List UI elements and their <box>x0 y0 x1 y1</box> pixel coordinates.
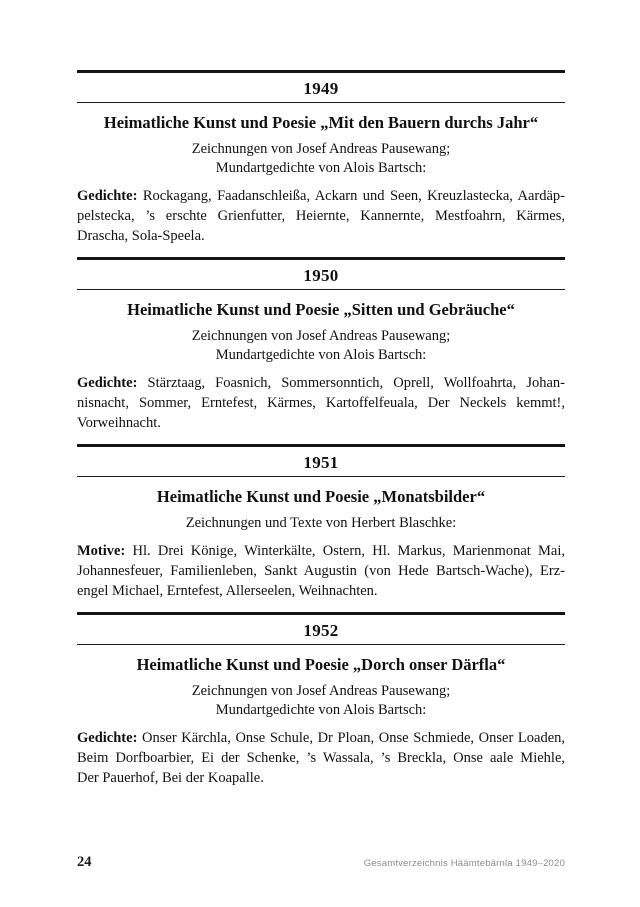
year-heading: 1949 <box>303 79 339 98</box>
page-footer <box>77 854 565 871</box>
paragraph-text: Onser Kärchla, Onse Schule, Dr Ploan, Onse Schmiede, Onser Loaden, <box>142 730 566 746</box>
paragraph-line: Beim Dorfboarbier, Ei der Schenke, ’s Wassala, ’s Breckla, Onse aale Miehle, <box>77 750 565 766</box>
year-heading: 1951 <box>303 453 339 472</box>
paragraph-lead-label: Gedichte: <box>77 375 138 391</box>
paragraph-text: Hl. Drei Könige, Winterkälte, Ostern, Hl. Markus, Marienmonat Mai, <box>132 543 565 559</box>
paragraph-line: pelstecka, ’s erschte Grienfutter, Heiernte, Kannernte, Mestfoahrn, Kärmes, <box>77 208 565 224</box>
paragraph-text: Rockagang, Faadanschleißa, Ackarn und Seen, Kreuzlastecka, Aardäp- <box>142 188 566 204</box>
divider-thick <box>77 444 565 447</box>
paragraph-line <box>77 186 565 206</box>
section-1951 <box>77 444 565 601</box>
poem-list <box>77 373 565 433</box>
paragraph-line: Der Pauerhof, Bei der Koapalle. <box>77 770 264 786</box>
divider-thin <box>77 476 565 477</box>
paragraph-line <box>77 373 565 393</box>
divider-thick <box>77 612 565 615</box>
subtitle-line: Zeichnungen von Josef Andreas Pausewang; <box>191 328 451 344</box>
section-1949 <box>77 70 565 246</box>
paragraph-line <box>77 728 565 748</box>
divider-thick <box>77 70 565 73</box>
divider-thin <box>77 644 565 645</box>
page-content <box>77 0 565 799</box>
section-title: Heimatliche Kunst und Poesie „Mit den Bauern durchs Jahr“ <box>103 113 539 132</box>
poem-list <box>77 541 565 601</box>
section-1950 <box>77 257 565 433</box>
footer-title: Gesamtverzeichnis Häämtebärnla 1949–2020 <box>363 858 565 869</box>
paragraph-lead-label: Motive: <box>77 543 126 559</box>
poem-list <box>77 728 565 788</box>
year-heading: 1952 <box>303 621 339 640</box>
subtitle-line: Zeichnungen von Josef Andreas Pausewang; <box>191 683 451 699</box>
subtitle-line: Mundartgedichte von Alois Bartsch: <box>215 347 427 363</box>
paragraph-text: Stärztaag, Foasnich, Sommersonntich, Oprell, Wollfoahrta, Johan- <box>147 375 565 391</box>
subtitle-line: Zeichnungen von Josef Andreas Pausewang; <box>191 141 451 157</box>
paragraph-lead-label: Gedichte: <box>77 188 138 204</box>
paragraph-line: Drascha, Sola-Speela. <box>77 228 205 244</box>
paragraph-line: engel Michael, Erntefest, Allerseelen, Weihnachten. <box>77 583 378 599</box>
paragraph-lead-label: Gedichte: <box>77 730 138 746</box>
year-heading: 1950 <box>303 266 339 285</box>
subtitle-line: Zeichnungen und Texte von Herbert Blaschke: <box>185 515 457 531</box>
divider-thick <box>77 257 565 260</box>
paragraph-line: nisnacht, Sommer, Erntefest, Kärmes, Kartoffelfeuala, Der Neckels kemmt!, <box>77 395 565 411</box>
section-title: Heimatliche Kunst und Poesie „Monatsbilder“ <box>156 487 486 506</box>
subtitle-line: Mundartgedichte von Alois Bartsch: <box>215 160 427 176</box>
section-title: Heimatliche Kunst und Poesie „Dorch onser Därfla“ <box>136 655 506 674</box>
divider-thin <box>77 289 565 290</box>
subtitle-line: Mundartgedichte von Alois Bartsch: <box>215 702 427 718</box>
poem-list <box>77 186 565 246</box>
section-title: Heimatliche Kunst und Poesie „Sitten und Gebräuche“ <box>127 300 515 319</box>
page-number: 24 <box>77 854 92 870</box>
divider-thin <box>77 102 565 103</box>
section-1952 <box>77 612 565 788</box>
paragraph-line: Vorweihnacht. <box>77 415 161 431</box>
paragraph-line <box>77 541 565 561</box>
paragraph-line: Johannesfeuer, Familienleben, Sankt Augustin (von Hede Bartsch-Wache), Erz- <box>77 563 565 579</box>
